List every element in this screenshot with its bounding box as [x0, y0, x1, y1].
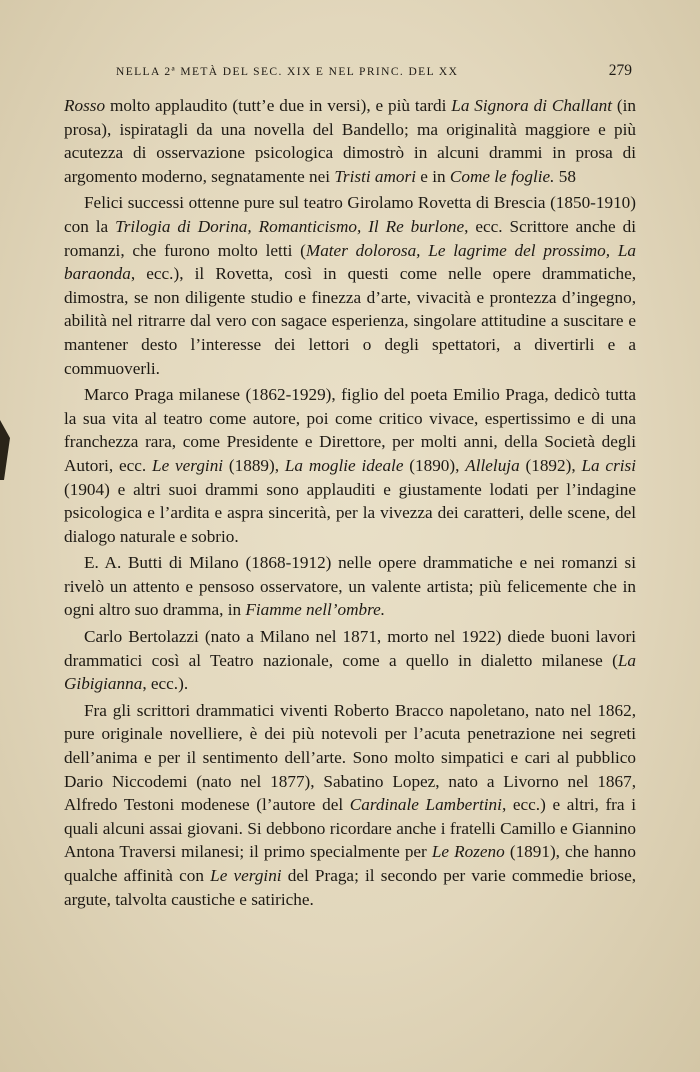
text-run: , ecc.), il Rovetta, così in questi come nelle opere drammatiche, dimostra, se non diligente studio e finezza d’arte, vivacità e prontezza d’ingegno, abilità nel ritrarre dal vero con sagace esperienza, singolare attitudine a suscitare e mantener desto l’interesse dei lettori o degli spettatori, a divertirli e a commuoverli. [64, 264, 636, 378]
torn-page-edge [0, 420, 10, 480]
italic-title-text: La Gibigianna [64, 650, 636, 694]
italic-title-text: La Signora di Challant [451, 96, 613, 115]
paragraph-praga [64, 383, 636, 548]
text-run: (1889), [223, 455, 285, 475]
paragraph-bracco-ending [64, 94, 636, 188]
italic-title-text: Trilogia di Dorina, Romanticismo, Il Re burlone [115, 216, 465, 236]
text-run: (1904) e altri suoi drammi sono applauditi e giustamente lodati per l’indagine psicologica e l’ardita e aspra sincerità, per la vivezza dei caratteri, delle scene, del dialogo naturale e sobrio. [64, 479, 636, 546]
body-text [64, 94, 636, 911]
italic-title-text: La moglie ideale [284, 455, 404, 475]
italic-title-text: Rosso [64, 96, 106, 115]
text-run: molto applaudito (tutt’e due in versi), e più tardi [105, 96, 452, 115]
paragraph-bertolazzi [64, 625, 636, 696]
text-run: del Praga; il secondo per varie commedie briose, argute, talvolta caustiche e satiriche. [64, 866, 637, 909]
text-run: (1890), [403, 455, 466, 475]
running-head: NELLA 2ª METÀ DEL SEC. XIX E NEL PRINC. DEL XX [116, 66, 459, 78]
italic-title-text: Tristi amori [334, 166, 416, 186]
text-run: Fra gli scrittori drammatici viventi Roberto Bracco napoletano, nato nel 1862, pure originale novelliere, è dei più notevoli per l’acuta penetrazione nei segreti dell’anima e per il sentimento dell’arte. Sono molto simpatici e cari al pubblico Dario Niccodemi (nato nel 1877), Sabatino Lopez, nato a Livorno nel 1867, Alfredo Testoni modenese (l’autore del [64, 700, 636, 815]
text-run: E. A. Butti di Milano (1868-1912) nelle opere drammatiche e nei romanzi si rivelò un attento e pensoso osservatore, un valente artista; più felicemente che in ogni altro suo dramma, in [64, 553, 636, 620]
text-run: Carlo Bertolazzi (nato a Milano nel 1871, morto nel 1922) diede buoni lavori drammatici così al Teatro nazionale, come a quello in dialetto milanese ( [64, 627, 636, 670]
italic-title-text: Mater dolorosa, Le lagrime del prossimo, La baraonda [64, 240, 636, 284]
paragraph-butti [64, 551, 636, 622]
italic-title-text: Fiamme nell’ombre. [245, 600, 386, 620]
text-run: , ecc.). [142, 674, 189, 694]
italic-title-text: Come le foglie. [449, 166, 555, 186]
italic-title-text: Cardinale Lambertini [349, 795, 502, 815]
italic-title-text: La crisi [581, 455, 636, 475]
text-run: (in prosa), ispiratagli da una novella del Bandello; ma originalità maggiore e più acutezza di osservazione psicologica dimostrò in alcuni drammi in prosa di argomento moderno, segnatamente nei [64, 96, 637, 186]
text-run: 58 [554, 166, 576, 186]
text-run: Felici successi ottenne pure sul teatro Girolamo Rovetta di Brescia (1850-1910) con la [64, 193, 636, 236]
text-run: , ecc. Scrittore anche di romanzi, che furono molto letti ( [64, 216, 636, 260]
italic-title-text: Le Rozeno [431, 842, 505, 862]
paragraph-rovetta [64, 191, 636, 380]
italic-title-text: Alleluja [465, 455, 520, 475]
page-header [116, 62, 632, 80]
text-run: , ecc.) e altri, fra i quali alcuni assai giovani. Si debbono ricordare anche i fratelli Camillo e Giannino Antona Traversi milanesi; il primo specialmente per [64, 795, 636, 862]
page-number: 279 [608, 62, 632, 79]
italic-title-text: Le vergini [210, 866, 282, 885]
paragraph-contemporaries [64, 699, 636, 911]
text-run: e in [416, 166, 450, 186]
text-run: (1891), che hanno qualche affinità con [64, 842, 636, 885]
text-run: Marco Praga milanese (1862-1929), figlio del poeta Emilio Praga, dedicò tutta la sua vita al teatro come autore, poi come critico vivace, espertissimo e di una franchezza rara, come Presidente e Direttore, per molti anni, della Società degli Autori, ecc. [64, 385, 636, 475]
text-run: (1892), [519, 455, 582, 475]
italic-title-text: Le vergini [152, 455, 224, 475]
